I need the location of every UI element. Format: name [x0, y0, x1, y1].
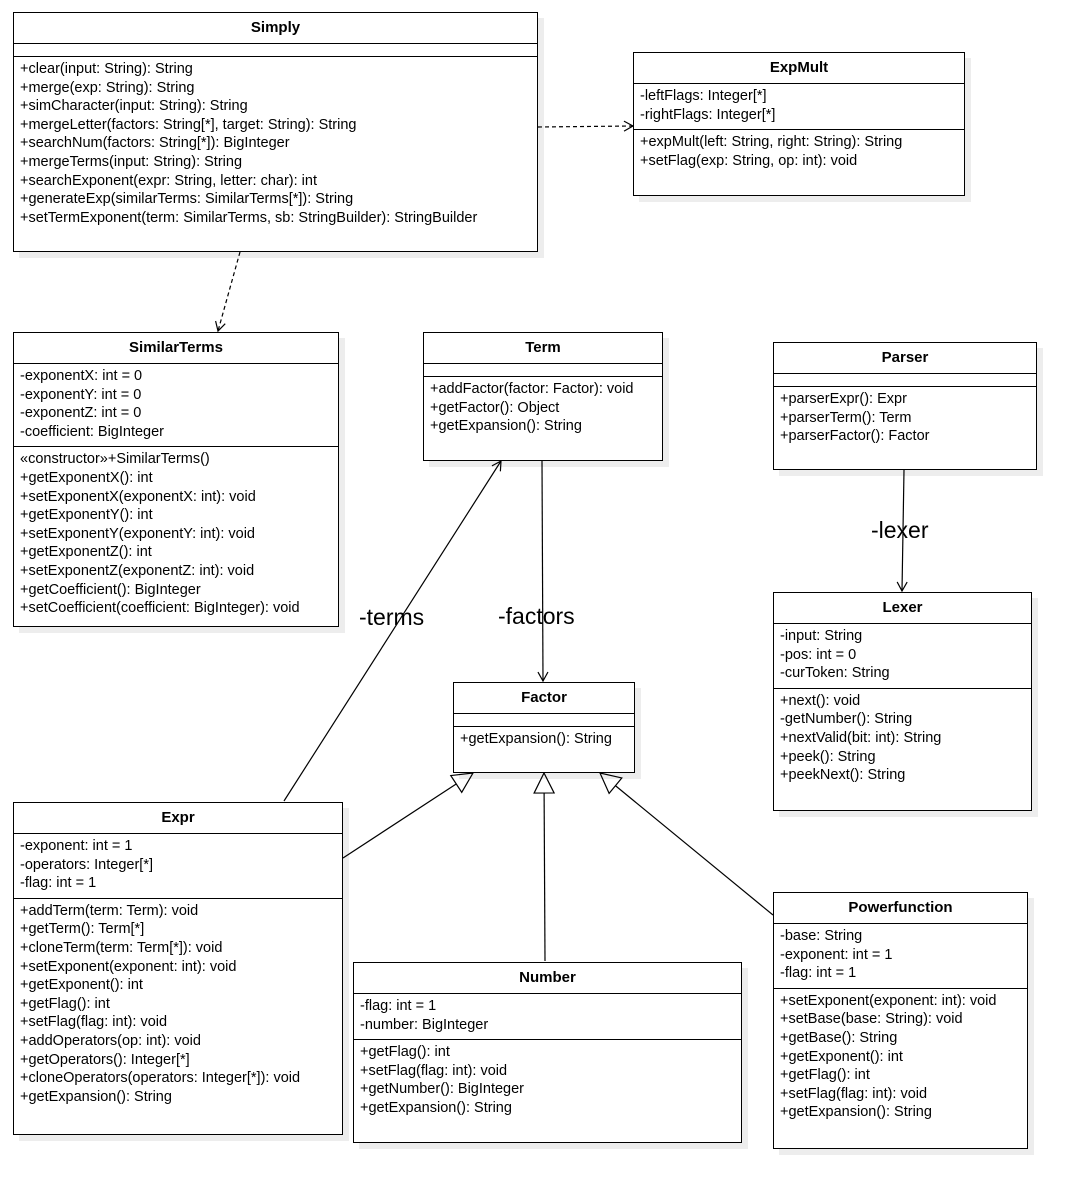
class-name: Simply: [14, 13, 537, 44]
operation: +clear(input: String): String: [20, 61, 193, 77]
class-similarterms[interactable]: [13, 332, 339, 627]
class-name: Powerfunction: [774, 893, 1027, 924]
operation: +cloneOperators(operators: Integer[*]): void: [20, 1070, 301, 1087]
operations-compartment: [354, 1040, 741, 1120]
attribute: -flag: int = 1: [780, 965, 857, 982]
class-parser[interactable]: [773, 342, 1037, 470]
operation: +mergeLetter(factors: String[*], target: String): String: [20, 116, 357, 133]
operation: +getExponentZ(): int: [20, 544, 152, 561]
operation: +setTermExponent(term: SimilarTerms, sb: StringBuilder): StringBuilder: [20, 209, 478, 226]
operation: +searchExponent(expr: String, letter: char): int: [20, 172, 317, 189]
operation: +addTerm(term: Term): void: [20, 902, 199, 919]
operation: +getFlag(): int: [360, 1044, 450, 1061]
operation: +next(): void: [780, 692, 861, 709]
class-simply[interactable]: [13, 12, 538, 252]
association-term-factor: [542, 461, 543, 681]
generalization-number-factor: [544, 773, 545, 961]
attribute: -number: BigInteger: [360, 1016, 489, 1033]
attributes-compartment: [14, 834, 342, 899]
operation: +mergeTerms(input: String): String: [20, 153, 243, 170]
operation: +getTerm(): Term[*]: [20, 921, 145, 938]
operation: +getExpansion(): String: [460, 731, 612, 747]
operation: +getFactor(): Object: [430, 399, 560, 416]
operation: +setExponentX(exponentX: int): void: [20, 488, 256, 505]
attribute: -exponentY: int = 0: [20, 386, 142, 403]
attribute: -leftFlags: Integer[*]: [640, 88, 767, 104]
operation: +setExponent(exponent: int): void: [780, 992, 997, 1009]
operation: +setFlag(flag: int): void: [780, 1085, 928, 1102]
operation: +parserTerm(): Term: [780, 409, 912, 426]
class-lexer[interactable]: [773, 592, 1032, 811]
class-name: Term: [424, 333, 662, 364]
attribute: -flag: int = 1: [360, 998, 437, 1014]
attributes-compartment: [424, 364, 662, 377]
operations-compartment: [14, 899, 342, 1110]
class-powerfunction[interactable]: [773, 892, 1028, 1149]
class-name: Expr: [14, 803, 342, 834]
operation: +setExponent(exponent: int): void: [20, 958, 237, 975]
operations-compartment: [424, 377, 662, 439]
operation: «constructor»+SimilarTerms(): [20, 451, 210, 468]
label-factors-role: -factors: [498, 603, 575, 629]
class-expmult[interactable]: [633, 52, 965, 196]
class-factor[interactable]: [453, 682, 635, 773]
generalization-powerfunction-factor: [600, 773, 773, 915]
attributes-compartment: [634, 84, 964, 130]
attribute: -coefficient: BigInteger: [20, 423, 165, 440]
operation: +addFactor(factor: Factor): void: [430, 381, 634, 397]
operation: +getExpansion(): String: [360, 1099, 512, 1116]
operations-compartment: [14, 447, 338, 620]
attribute: -operators: Integer[*]: [20, 856, 153, 873]
attribute: -input: String: [780, 628, 863, 644]
operations-compartment: [14, 57, 537, 230]
attributes-compartment: [774, 374, 1036, 387]
operation: +getExpansion(): String: [780, 1104, 932, 1121]
attributes-compartment: [454, 714, 634, 727]
operation: +getCoefficient(): BigInteger: [20, 581, 201, 598]
attributes-compartment: [14, 364, 338, 447]
operation: +getFlag(): int: [20, 995, 110, 1012]
class-name: ExpMult: [634, 53, 964, 84]
operation: +setExponentY(exponentY: int): void: [20, 525, 255, 542]
operation: +parserFactor(): Factor: [780, 428, 930, 445]
class-name: Lexer: [774, 593, 1031, 624]
operations-compartment: [454, 727, 634, 752]
dependency-simply-similarterms: [218, 252, 240, 331]
operation: +getBase(): String: [780, 1029, 898, 1046]
class-expr[interactable]: [13, 802, 343, 1135]
class-term[interactable]: [423, 332, 663, 461]
operation: +getExponent(): int: [780, 1048, 903, 1065]
attribute: -exponent: int = 1: [20, 838, 133, 854]
operation: +peek(): String: [780, 748, 876, 765]
operation: +peekNext(): String: [780, 767, 906, 784]
class-number[interactable]: [353, 962, 742, 1143]
attribute: -base: String: [780, 928, 863, 944]
operation: +getFlag(): int: [780, 1067, 870, 1084]
operation: +getExponentY(): int: [20, 507, 153, 524]
operation: +setExponentZ(exponentZ: int): void: [20, 562, 255, 579]
operation: +getExponentX(): int: [20, 469, 153, 486]
operations-compartment: [634, 130, 964, 173]
operation: +getExpansion(): String: [430, 418, 582, 435]
attribute: -rightFlags: Integer[*]: [640, 106, 776, 123]
operations-compartment: [774, 689, 1031, 788]
operation: +expMult(left: String, right: String): String: [640, 134, 903, 151]
attributes-compartment: [14, 44, 537, 57]
attribute: -exponentX: int = 0: [20, 368, 143, 384]
label-lexer-role: -lexer: [871, 517, 929, 543]
operations-compartment: [774, 989, 1027, 1125]
operation: +simCharacter(input: String): String: [20, 98, 248, 115]
operation: +searchNum(factors: String[*]): BigInteger: [20, 135, 290, 152]
attributes-compartment: [774, 624, 1031, 689]
operation: +setFlag(flag: int): void: [360, 1062, 508, 1079]
class-name: Factor: [454, 683, 634, 714]
attributes-compartment: [354, 994, 741, 1040]
class-name: SimilarTerms: [14, 333, 338, 364]
operation: +getExponent(): int: [20, 977, 143, 994]
attribute: -exponentZ: int = 0: [20, 405, 142, 422]
label-terms-role: -terms: [359, 604, 425, 630]
operations-compartment: [774, 387, 1036, 449]
operation: +getNumber(): BigInteger: [360, 1081, 525, 1098]
operation: +setBase(base: String): void: [780, 1011, 963, 1028]
operation: +generateExp(similarTerms: SimilarTerms[*]): String: [20, 191, 354, 208]
attribute: -exponent: int = 1: [780, 946, 893, 963]
operation: +setCoefficient(coefficient: BigInteger): void: [20, 600, 300, 617]
operation: +nextValid(bit: int): String: [780, 729, 942, 746]
operation: +getOperators(): Integer[*]: [20, 1051, 190, 1068]
generalization-expr-factor: [343, 773, 473, 858]
operation: +parserExpr(): Expr: [780, 391, 907, 407]
operation: +addOperators(op: int): void: [20, 1032, 201, 1049]
class-name: Parser: [774, 343, 1036, 374]
attribute: -curToken: String: [780, 665, 890, 682]
class-name: Number: [354, 963, 741, 994]
operation: +setFlag(flag: int): void: [20, 1014, 168, 1031]
attributes-compartment: [774, 924, 1027, 989]
attribute: -pos: int = 0: [780, 646, 857, 663]
dependency-simply-expmult: [538, 126, 633, 127]
operation: +setFlag(exp: String, op: int): void: [640, 152, 858, 169]
operation: +cloneTerm(term: Term[*]): void: [20, 939, 223, 956]
attribute: -flag: int = 1: [20, 875, 97, 892]
operation: +getExpansion(): String: [20, 1088, 172, 1105]
operation: -getNumber(): String: [780, 711, 913, 728]
operation: +merge(exp: String): String: [20, 79, 195, 96]
